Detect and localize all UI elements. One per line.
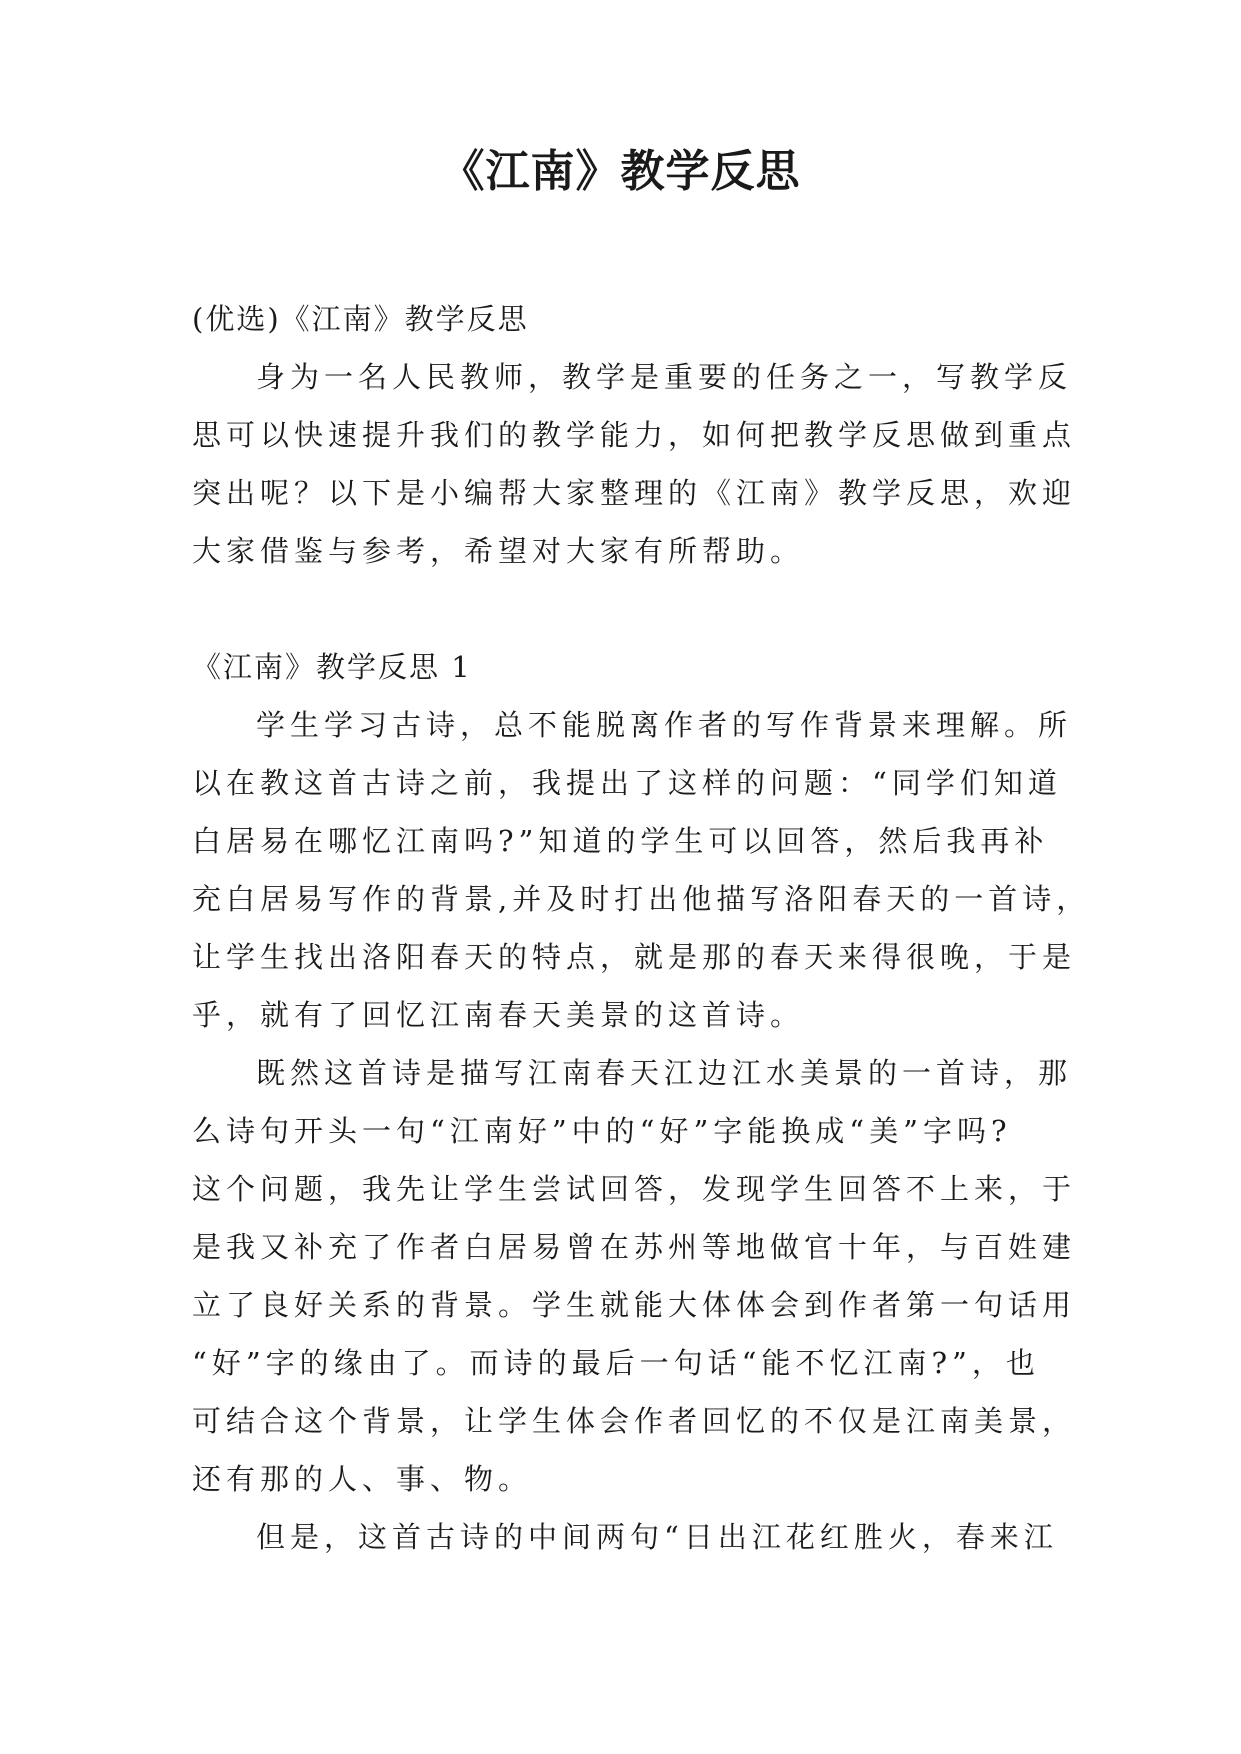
text-line: 立了良好关系的背景。学生就能大体体会到作者第一句话用 bbox=[192, 1288, 1077, 1322]
text-line: 以在教这首古诗之前，我提出了这样的问题：“同学们知道 bbox=[192, 766, 1062, 800]
text-line: 突出呢？以下是小编帮大家整理的《江南》教学反思，欢迎 bbox=[192, 476, 1077, 510]
text-line: 充白居易写作的背景,并及时打出他描写洛阳春天的一首诗， bbox=[192, 882, 1091, 916]
text-line: 既然这首诗是描写江南春天江边江水美景的一首诗，那 bbox=[256, 1056, 1073, 1090]
text-line: 还有那的人、事、物。 bbox=[192, 1462, 533, 1496]
text-line: “好”字的缘由了。而诗的最后一句话“能不忆江南?”，也 bbox=[192, 1346, 1040, 1380]
document-title: 《江南》教学反思 bbox=[440, 146, 801, 197]
text-line: 身为一名人民教师，教学是重要的任务之一，写教学反 bbox=[256, 360, 1073, 394]
text-line: 白居易在哪忆江南吗?”知道的学生可以回答，然后我再补 bbox=[192, 824, 1049, 858]
text-line: 让学生找出洛阳春天的特点，就是那的春天来得很晚，于是 bbox=[192, 940, 1077, 974]
text-line: 思可以快速提升我们的教学能力，如何把教学反思做到重点 bbox=[192, 418, 1077, 452]
text-line: 大家借鉴与参考，希望对大家有所帮助。 bbox=[192, 534, 805, 568]
document-body bbox=[192, 290, 1091, 1566]
intro-paragraph bbox=[192, 348, 1077, 580]
body-paragraph-1 bbox=[192, 696, 1091, 1044]
text-line: 这个问题，我先让学生尝试回答，发现学生回答不上来，于 bbox=[192, 1172, 1077, 1206]
section-heading: 《江南》教学反思 1 bbox=[192, 650, 472, 684]
text-line: 可结合这个背景，让学生体会作者回忆的不仅是江南美景， bbox=[192, 1404, 1077, 1438]
text-line: 但是，这首古诗的中间两句“日出江花红胜火，春来江 bbox=[256, 1520, 1058, 1554]
text-line: 么诗句开头一句“江南好”中的“好”字能换成“美”字吗? bbox=[192, 1114, 1012, 1148]
body-paragraph-2 bbox=[192, 1044, 1077, 1508]
document-subtitle: (优选)《江南》教学反思 bbox=[192, 302, 529, 336]
text-line: 乎，就有了回忆江南春天美景的这首诗。 bbox=[192, 998, 805, 1032]
paragraph-spacer bbox=[192, 580, 1052, 638]
text-line: 是我又补充了作者白居易曾在苏州等地做官十年，与百姓建 bbox=[192, 1230, 1077, 1264]
body-paragraph-3 bbox=[192, 1508, 1058, 1566]
text-line: 学生学习古诗，总不能脱离作者的写作背景来理解。所 bbox=[256, 708, 1073, 742]
